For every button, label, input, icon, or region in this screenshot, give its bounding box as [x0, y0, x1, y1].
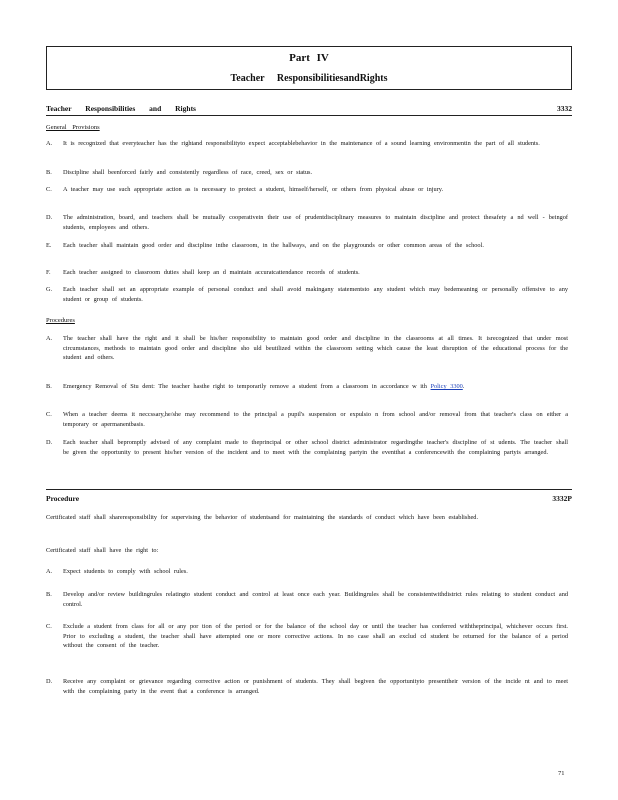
procedure-header-code: 3332P	[552, 494, 572, 503]
header-rule	[46, 115, 572, 116]
policy-header-code: 3332	[557, 104, 572, 113]
procedures-heading: Procedures	[46, 317, 75, 324]
procedure-header-title: Procedure	[46, 494, 80, 503]
policy-header-title: Teacher Responsibilities and Rights	[46, 104, 196, 113]
section-rule	[46, 489, 572, 490]
procedure-intro: Certificated staff shall shareresponsibility for supervising the behavior of studentsand for maintaining the standards of conduct which have been established.	[46, 514, 479, 521]
page-number: 71	[558, 770, 565, 777]
document-page: Part IV Teacher ResponsibilitiesandRights Teacher Responsibilities and Rights 3332 General Provisions A. It is recognized that everyteacher has the rightand responsibilityto expect acceptablebehavior in the maintenance of a sound learning environmentin the part of all students. B. Discipline shall beenforced fairly and consistently regardless of race, creed, sex or status. C. A teacher may use such appropriate action as is necessary to protect a student, himself/herself, or others from physical abuse or injury. D. The administration, board, and teachers shall be mutually cooperativein their use of prudentdisciplinary measures to maintain discipline and protect thesafety a nd well - beingof students, employees and others. E. Each teacher shall maintain good order and discipline inthe classroom, in the hallways, and on the playgrounds or other common areas of the school. F. Each teacher assigned to classroom duties shall keep an d maintain accuratcattendance records of students. G. Each teacher shall set an appropriate example of personal conduct and shall avoid makingany statementsto any student which may bedemeaning or personally offensive to any student or group of students. Procedures A. The teacher shall have the right and it shall be his/her responsibility to maintain good order and discipline in the classrooms at all times. It isrecognized that under most circumstances, methods to maintain good order and discipline sho uld beutilized within the classroom setting which cause the least disruption of the educational process for the student and others. B. Emergency Removal of Stu dent: The teacher hasthe right to temporarily remove a student from a classroom in accordance w ith Policy 3300. C. When a teacher deems it neccssary,he/she may recommend to the principal a pupil's suspension or expulsio n from school and/or removal from that teacher's class on either a temporary or apermanentbasis. D. Each teacher shall bepromptly advised of any complaint made to theprincipal or other school district administrator regardingthe teacher's discipline of st udents. The teacher shall be given the opportunity to present his/her version of the incident and to meet with the complaining partyin the eventthat a conferencewith the complaining partyis arranged. Procedure 3332P Certificated staff shall shareresponsibility for supervising the behavior of studentsand for maintaining the standards of conduct which have been established. Certificated staff shall have the right to: A. Expect students to comply with school rules. B. Develop and/or review buildingrules relatingto student conduct and control at least once each year. Buildingrules shall be consistentwithdistrict rules relating to student conduct and control. C. Exclude a student from class for all or any por tion of the period or for the balance of the school day or until the teacher has conferred withtheprincipal, whichever occurs first. Prior to excluding a student, the teacher shall have attempted one or more corrective actions. In no case shall an exclud cd student be returned for the balance of a period without the consent of the teacher. D. Receive any complaint or grievance regarding corrective action or punishment of students. They shall begiven the opportunityto presenttheir version of the incide nt and to meet with the complaining party in the event that a conference is arranged. 71	[0, 0, 618, 800]
general-provisions-heading: General Provisions	[46, 124, 100, 131]
section-title: Teacher ResponsibilitiesandRights	[230, 73, 388, 84]
policy-3300-link[interactable]: Policy 3300	[430, 383, 463, 390]
title-box	[46, 46, 572, 90]
part-title: Part IV	[289, 52, 329, 64]
procedure-intro-rights: Certificated staff shall have the right to:	[46, 547, 159, 554]
